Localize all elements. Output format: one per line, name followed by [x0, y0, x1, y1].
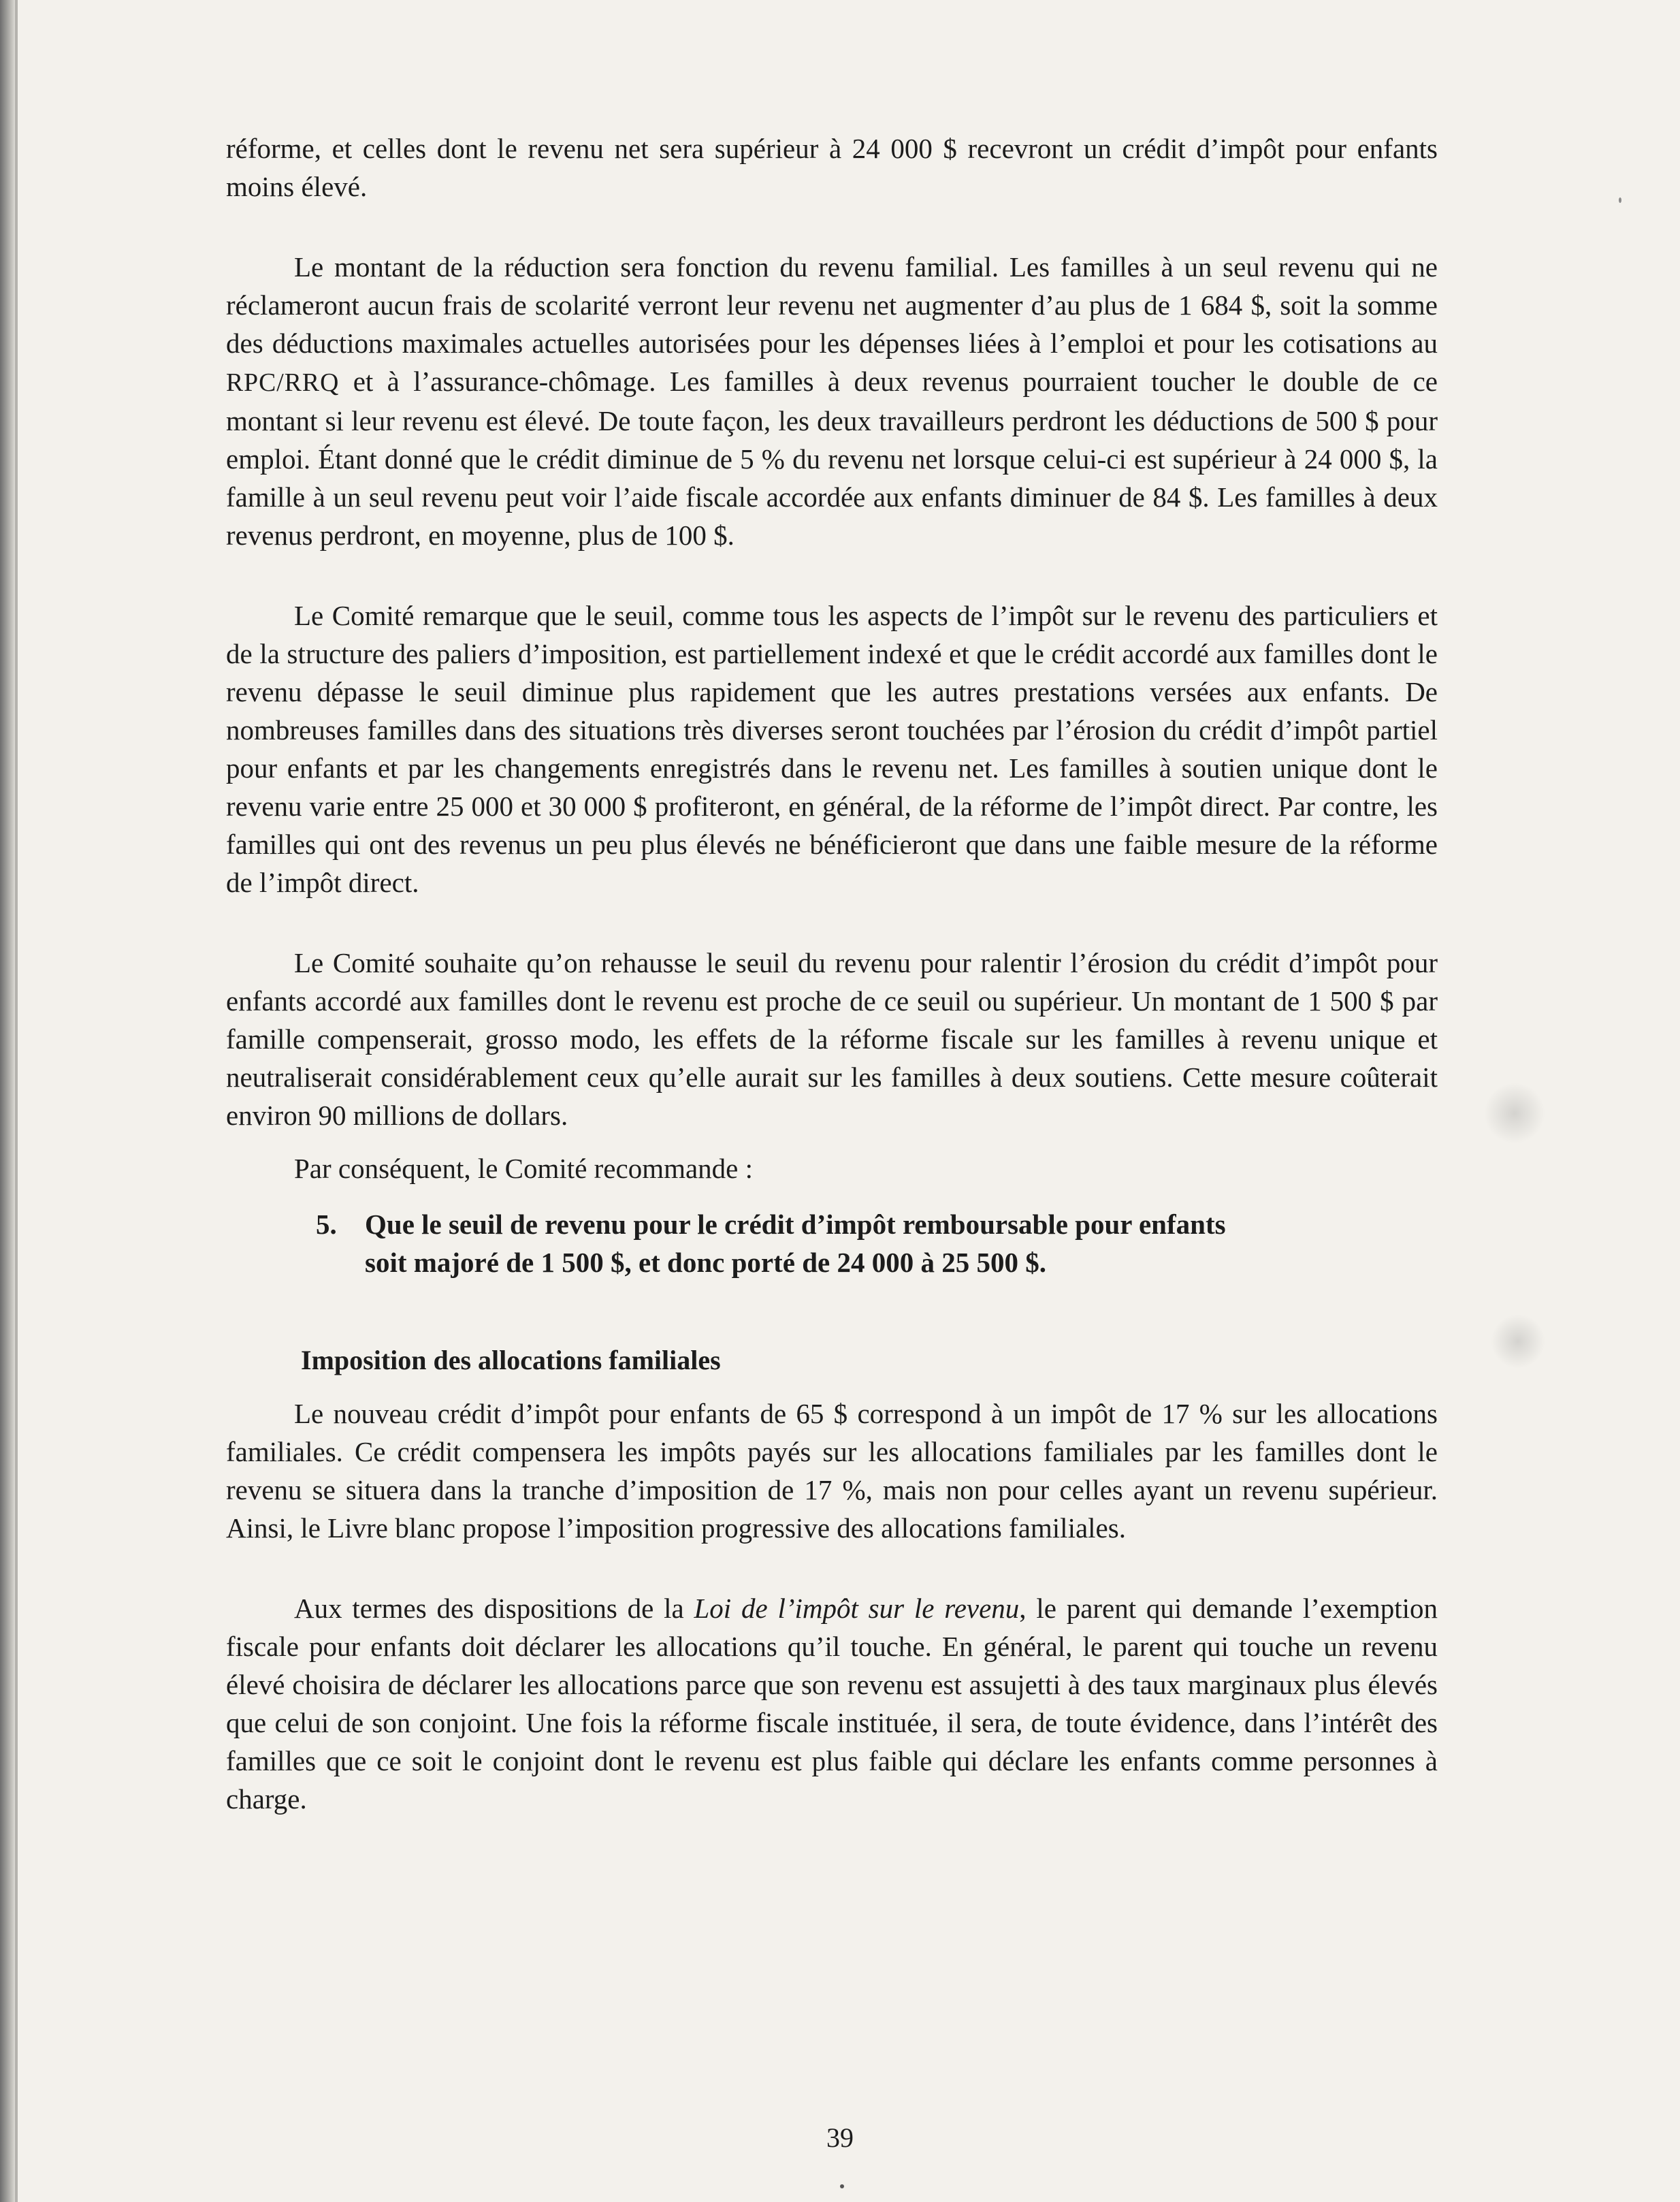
- law-title: Loi de l’impôt sur le revenu: [694, 1593, 1020, 1624]
- section-heading: Imposition des allocations familiales: [301, 1345, 721, 1375]
- paper-speck: [840, 2184, 844, 2188]
- rpc-rrq-abbreviation: RPC/RRQ: [226, 368, 340, 397]
- paper-speck: [1619, 197, 1621, 203]
- paragraph-reduction-amount: [226, 248, 1438, 554]
- paragraph-committee-wish: Le Comité souhaite qu’on rehausse le seuil du revenu pour ralentir l’érosion du crédit d’impôt pour enfants accordé aux familles dont le revenu est proche de ce seuil ou supérieur. Un montant de 1 500 $ par famille compenserait, grosso modo, les effets de la réforme fiscale sur les familles à revenu unique et neutraliserait considérablement ceux qu’elle aurait sur les familles à deux soutiens. Cette mesure coûterait environ 90 millions de dollars.: [226, 947, 1438, 1131]
- show-through-mark: [1491, 1314, 1545, 1369]
- paragraph-reduction-amount-text-1: Le montant de la réduction sera fonction du revenu familial. Les familles à un seul revenu qui ne réclameront aucun frais de scolarité verront leur revenu net augmenter d’au plus de 1 684 $, soit la somme des déductions maximales actuelles autorisées pour les dépenses liées à l’emploi et pour les cotisations au: [226, 251, 1438, 359]
- paragraph-income-tax-act: [226, 1589, 1438, 1818]
- page-number: 39: [826, 2122, 854, 2153]
- paragraph-income-tax-act-text-2: , le parent qui demande l’exemption fiscale pour enfants doit déclarer les allocations qu’il touche. En général, le parent qui touche un revenu élevé choisira de déclarer les allocations parce que son revenu est assujetti à des taux marginaux plus élevés que celui de son conjoint. Une fois la réforme fiscale instituée, il sera, de toute évidence, dans l’intérêt des familles que ce soit le conjoint dont le revenu est plus faible qui déclare les enfants comme personnes à charge.: [226, 1593, 1438, 1815]
- recommendation-number: 5.: [316, 1209, 337, 1240]
- paragraph-new-credit: Le nouveau crédit d’impôt pour enfants de 65 $ correspond à un impôt de 17 % sur les allocations familiales. Ce crédit compensera les impôts payés sur les allocations familiales par les familles dont le revenu se situera dans la tranche d’imposition de 17 %, mais non pour celles ayant un revenu supérieur. Ainsi, le Livre blanc propose l’imposition progressive des allocations familiales.: [226, 1398, 1438, 1544]
- recommendation-text: Que le seuil de revenu pour le crédit d’impôt remboursable pour enfants soit majoré de 1 500 $, et donc porté de 24 000 à 25 500 $.: [365, 1209, 1226, 1278]
- page-binding-shadow: [15, 0, 18, 2202]
- recommendation-5: [316, 1205, 1438, 1281]
- paragraph-committee-remarks: Le Comité remarque que le seuil, comme tous les aspects de l’impôt sur le revenu des particuliers et de la structure des paliers d’imposition, est partiellement indexé et que le crédit accordé aux familles dont le revenu dépasse le seuil diminue plus rapidement que les autres prestations versées aux enfants. De nombreuses familles dans des situations très diverses seront touchées par l’érosion du crédit d’impôt partiel pour enfants et par les changements enregistrés dans le revenu net. Les familles à soutien unique dont le revenu varie entre 25 000 et 30 000 $ profiteront, en général, de la réforme de l’impôt direct. Par contre, les familles qui ont des revenus un peu plus élevés ne bénéficieront que dans une faible mesure de la réforme de l’impôt direct.: [226, 600, 1438, 898]
- page-binding-edge: [0, 0, 15, 2202]
- paragraph-income-tax-act-text-1: Aux termes des dispositions de la: [294, 1593, 684, 1624]
- show-through-mark: [1484, 1083, 1545, 1144]
- paragraph-recommendation-intro: Par conséquent, le Comité recommande :: [294, 1153, 754, 1184]
- paragraph-continuation: réforme, et celles dont le revenu net sera supérieur à 24 000 $ recevront un crédit d’impôt pour enfants moins élevé.: [226, 133, 1438, 202]
- page-body: [226, 129, 1438, 1860]
- paragraph-reduction-amount-text-2: et à l’assurance-chômage. Les familles à deux revenus pourraient toucher le double de ce montant si leur revenu est élevé. De toute façon, les deux travailleurs perdront les déductions de 500 $ pour emploi. Étant donné que le crédit diminue de 5 % du revenu net lorsque celui-ci est supérieur à 24 000 $, la famille à un seul revenu peut voir l’aide fiscale accordée aux enfants diminuer de 84 $. Les familles à deux revenus perdront, en moyenne, plus de 100 $.: [226, 366, 1438, 551]
